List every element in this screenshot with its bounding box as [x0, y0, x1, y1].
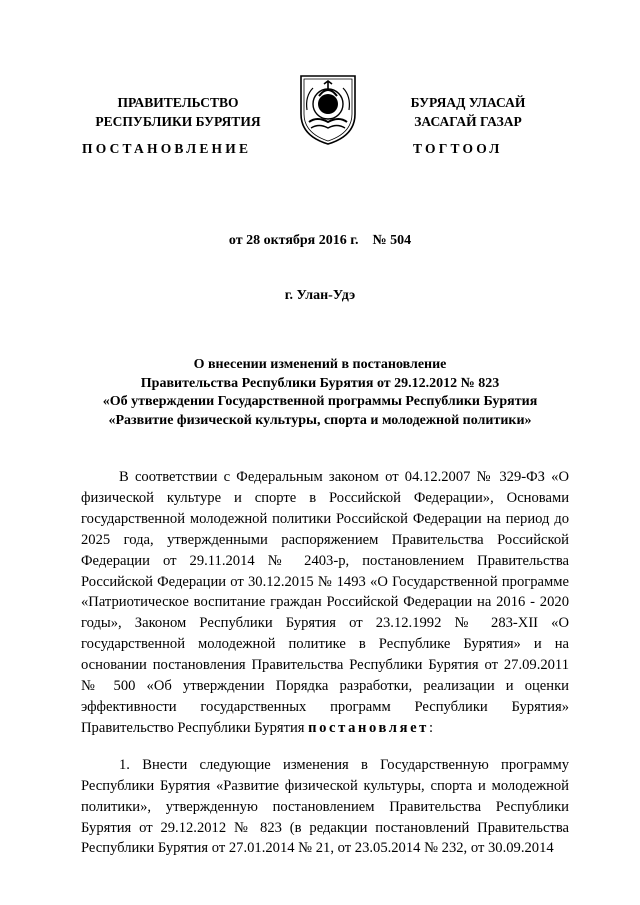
- decree-date-number: от 28 октября 2016 г. № 504: [228, 233, 412, 248]
- preamble-text: В соответствии с Федеральным законом от 04.12.2007 № 329-ФЗ «О физической культуре и спорте в Российской Федерации», Основами государственной молодежной политики Российской Федерации на период до 2025 года, утвержденными распоряжением Правительства Российской Федерации от 29.11.2014 № 2403-р, постановлением Правительства Российской Федерации от 30.12.2015 № 1493 «О Государственной программе «Патриотическое воспитание граждан Российской Федерации на 2016 - 2020 годы», Законом Республики Бурятия от 23.12.1992 № 283-XII «О государственной молодежной политике в Республике Бурятия» и на основании постановления Правительства Республики Бурятия от 27.09.2011 № 500 «Об утверждении Порядка разработки, реализации и оценки эффективности государственных программ Республики Бурятия» Правительство Республики Бурятия: [81, 469, 569, 736]
- issuer-russian-line1: ПРАВИТЕЛЬСТВО: [117, 95, 239, 110]
- decree-city: г. Улан-Удэ: [284, 288, 356, 303]
- resolves-word: постановляет: [308, 719, 429, 736]
- decree-body: [81, 467, 569, 859]
- body-paragraph-item-1: 1. Внести следующие изменения в Государственную программу Республики Бурятия «Развитие физической культуры, спорта и молодежной политики», утвержденную постановлением Правительства Республики Бурятия от 29.12.2012 № 823 (в редакции постановлений Правительства Республики Бурятия от 27.01.2014 № 21, от 23.05.2014 № 232, от 30.09.2014: [81, 756, 569, 857]
- issuer-buryat-line1: БУРЯАД УЛАСАЙ: [410, 95, 526, 110]
- title-line3: «Об утверждении Государственной программы Республики Бурятия: [102, 394, 538, 409]
- issuer-russian: [78, 93, 278, 131]
- decree-type-buryat: ТОГТООЛ: [413, 141, 503, 156]
- title-line1: О внесении изменений в постановление: [193, 357, 447, 372]
- coat-of-arms-icon: [297, 70, 359, 146]
- decree-type-russian: ПОСТАНОВЛЕНИЕ: [82, 141, 252, 156]
- body-paragraph-preamble: [81, 467, 569, 739]
- preamble-end: :: [428, 719, 433, 736]
- title-line2: Правительства Республики Бурятия от 29.12.2012 № 823: [140, 375, 500, 391]
- decree-title: [0, 356, 640, 430]
- issuer-buryat: [382, 93, 554, 131]
- title-line4: «Развитие физической культуры, спорта и молодежной политики»: [108, 412, 532, 428]
- issuer-russian-line2: РЕСПУБЛИКИ БУРЯТИЯ: [95, 114, 261, 129]
- issuer-buryat-line2: ЗАСАГАЙ ГАЗАР: [414, 114, 522, 129]
